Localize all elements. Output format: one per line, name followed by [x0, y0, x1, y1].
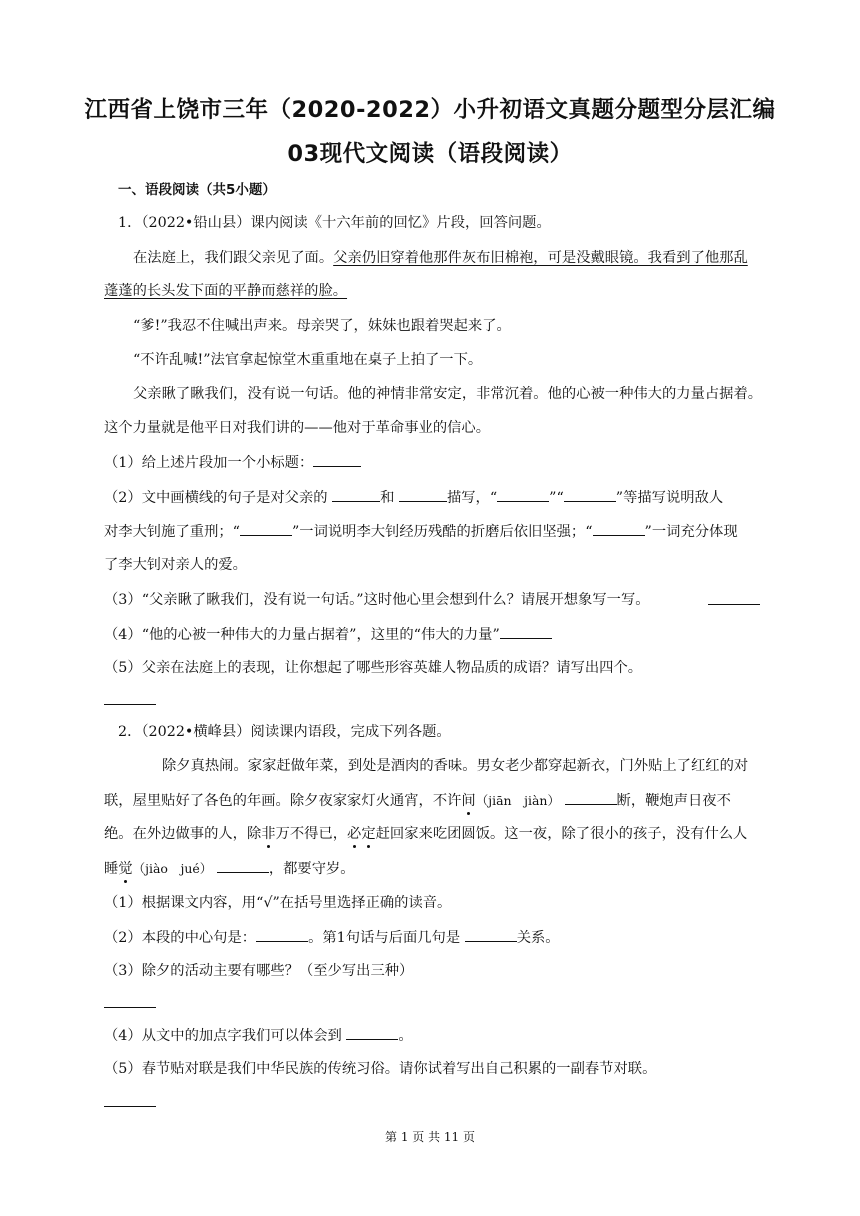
q1-underlined-sentence: 父亲仍旧穿着他那件灰布旧棉袍，可是没戴眼镜。我看到了他那乱 — [333, 250, 748, 266]
answer-blank[interactable] — [240, 521, 292, 536]
q2-passage-line-2 — [104, 790, 731, 811]
q1-sub2-text: ”等描写说明敌人 — [615, 490, 724, 506]
document-title-line-1: 江西省上饶市三年（2020-2022）小升初语文真题分题型分层汇编 — [84, 97, 776, 123]
q2-passage-text: 绝。在外边做事的人，除 — [104, 826, 262, 842]
answer-blank[interactable] — [593, 521, 645, 536]
q2-sub2-text: 关系。 — [516, 930, 560, 946]
q2-subquestion-3: （3）除夕的活动主要有哪些？（至少写出三种） — [104, 963, 414, 979]
q2-passage-line-3 — [104, 824, 747, 844]
q1-sub2-text: ”一词充分体现 — [644, 524, 738, 540]
answer-blank[interactable] — [497, 487, 549, 502]
dotted-character: 必 — [347, 826, 362, 842]
q2-passage-text: 赶回家来吃团圆饭。这一夜，除了很小的孩子，没有什么人 — [375, 826, 748, 842]
answer-blank[interactable] — [500, 624, 552, 639]
section-heading: 一、语段阅读（共5小题） — [118, 182, 276, 198]
q1-subquestion-2-line-2 — [104, 521, 738, 542]
q2-sub4-text: （4）从文中的加点字我们可以体会到 — [104, 1028, 347, 1044]
answer-blank[interactable] — [465, 927, 517, 942]
q2-passage-text: 睡 — [104, 861, 119, 877]
answer-blank[interactable] — [399, 487, 447, 502]
q2-subquestion-1: （1）根据课文内容，用“√”在括号里选择正确的读音。 — [104, 895, 452, 911]
q2-passage-line-4 — [104, 858, 355, 879]
q2-header: 2．（2022•横峰县）阅读课内语段，完成下列各题。 — [118, 724, 451, 740]
dotted-character: 定 — [361, 826, 376, 842]
q1-sub2-text: 对李大钊施了重刑；“ — [104, 524, 240, 540]
q1-subquestion-2 — [104, 487, 723, 508]
q2-subquestion-4 — [104, 1025, 413, 1046]
q2-subquestion-2 — [104, 927, 560, 948]
pinyin-options: （jiān jiàn） — [475, 793, 560, 808]
dotted-character: 间 — [461, 793, 476, 809]
answer-blank[interactable] — [104, 690, 156, 705]
q1-passage-line-4: “不许乱喊!”法官拿起惊堂木重重地在桌子上拍了一下。 — [133, 352, 483, 368]
answer-blank[interactable] — [217, 858, 269, 873]
answer-blank[interactable] — [346, 1025, 398, 1040]
q1-subquestion-5: （5）父亲在法庭上的表现，让你想起了哪些形容英雄人物品质的成语？请写出四个。 — [104, 660, 643, 676]
q1-sub2-text: 和 — [380, 490, 399, 506]
q2-passage-text: 断，鞭炮声日夜不 — [616, 793, 731, 809]
q1-passage-text: 在法庭上，我们跟父亲见了面。 — [133, 250, 334, 266]
q1-sub2-text: 描写，“ — [446, 490, 498, 506]
q2-sub2-text: （2）本段的中心句是： — [104, 930, 257, 946]
q1-sub2-text: （2）文中画横线的句子是对父亲的 — [104, 490, 333, 506]
q2-passage-text: ，都要守岁。 — [268, 861, 355, 877]
answer-blank[interactable] — [564, 487, 616, 502]
q2-passage-text: 万不得已， — [275, 826, 348, 842]
q2-passage-text: 联，屋里贴好了各色的年画。除夕夜家家灯火通宵，不许 — [104, 793, 462, 809]
answer-blank[interactable] — [708, 590, 760, 605]
q1-sub4-text: （4）“他的心被一种伟大的力量占据着”，这里的“伟大的力量” — [104, 627, 500, 643]
page-footer: 第 1 页 共 11 页 — [385, 1130, 475, 1144]
q2-subquestion-5: （5）春节贴对联是我们中华民族的传统习俗。请你试着写出自己积累的一副春节对联。 — [104, 1061, 657, 1077]
q2-passage-line-1: 除夕真热闹。家家赶做年菜，到处是酒肉的香味。男女老少都穿起新衣，门外贴上了红红的对 — [162, 758, 749, 774]
q1-subquestion-3: （3）“父亲瞅了瞅我们，没有说一句话。”这时他心里会想到什么？请展开想象写一写。 — [104, 592, 650, 608]
q1-passage-line-2 — [104, 281, 347, 301]
q1-passage-line-5: 父亲瞅了瞅我们，没有说一句话。他的神情非常安定，非常沉着。他的心被一种伟大的力量占据着。 — [133, 386, 763, 402]
pinyin-options: （jiào jué） — [132, 861, 213, 876]
q2-sub2-text: 。第1句话与后面几句是 — [308, 930, 465, 946]
q1-sub1-text: （1）给上述片段加一个小标题： — [104, 455, 314, 471]
q1-underlined-sentence-continued: 蓬蓬的长头发下面的平静而慈祥的脸。 — [104, 283, 348, 299]
q1-header: 1．（2022•铅山县）课内阅读《十六年前的回忆》片段，回答问题。 — [118, 215, 551, 231]
q1-subquestion-4 — [104, 624, 552, 645]
q1-passage-line-3: “爹!”我忍不住喊出声来。母亲哭了，妹妹也跟着哭起来了。 — [133, 318, 511, 334]
answer-blank[interactable] — [332, 487, 380, 502]
answer-blank[interactable] — [313, 452, 361, 467]
q1-subquestion-1 — [104, 452, 361, 473]
dotted-character: 觉 — [118, 861, 133, 877]
dotted-character: 非 — [261, 826, 276, 842]
answer-blank[interactable] — [104, 993, 156, 1008]
answer-blank[interactable] — [565, 790, 617, 805]
q1-passage-line-1 — [133, 248, 748, 268]
q2-sub4-text: 。 — [398, 1028, 413, 1044]
q1-subquestion-2-line-3: 了李大钊对亲人的爱。 — [104, 557, 247, 573]
document-title-line-2: 03现代文阅读（语段阅读） — [287, 141, 573, 167]
answer-blank[interactable] — [256, 927, 308, 942]
q1-sub2-text: ”一词说明李大钊经历残酷的折磨后依旧坚强；“ — [291, 524, 593, 540]
q1-sub2-text: ”“ — [549, 490, 564, 506]
q1-passage-line-6: 这个力量就是他平日对我们讲的——他对于革命事业的信心。 — [104, 420, 491, 436]
answer-blank[interactable] — [104, 1092, 156, 1107]
